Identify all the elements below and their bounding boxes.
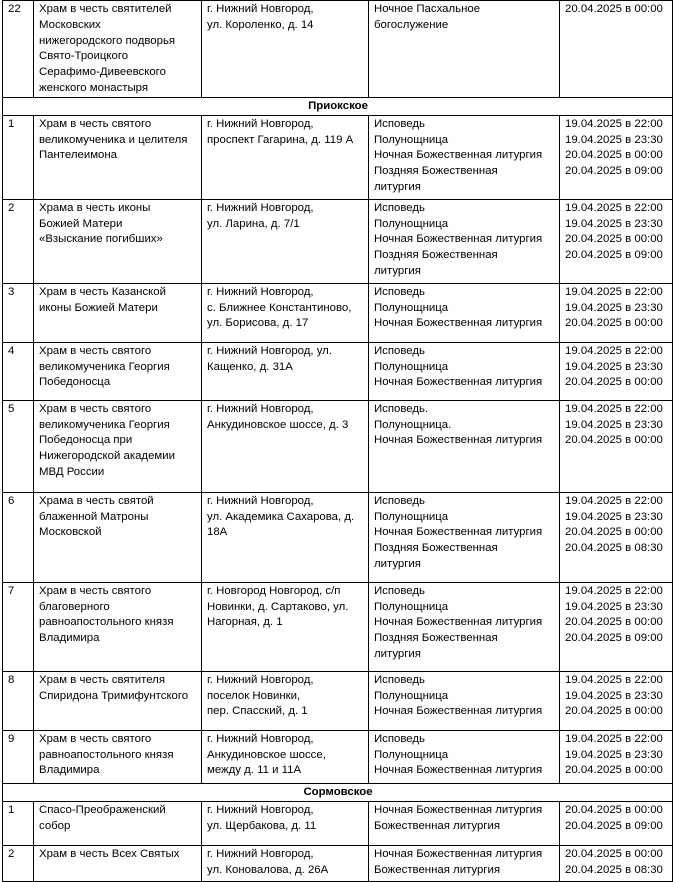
church-address: г. Нижний Новгород, проспект Гагарина, д. 119 А — [202, 115, 369, 199]
church-name: Спасо-Преображенский собор — [34, 801, 202, 845]
row-number: 5 — [3, 400, 34, 492]
church-name: Храма в честь иконы Божией Матери «Взыскание погибших» — [34, 199, 202, 283]
table-row — [3, 671, 673, 730]
service-list: Исповедь Полунощница Ночная Божественная литургия Поздняя Божественная литургия — [369, 199, 560, 283]
church-name: Храм в честь святителя Спиридона Тримифунтского — [34, 671, 202, 730]
service-times: 19.04.2025 в 22:00 19.04.2025 в 23:30 20.04.2025 в 00:00 — [560, 283, 673, 342]
church-address: г. Нижний Новгород, ул. Коновалова, д. 26А — [202, 845, 369, 881]
service-list: Исповедь Полунощница Ночная Божественная литургия Поздняя Божественная литургия — [369, 492, 560, 582]
service-list: Исповедь. Полунощница. Ночная Божественная литургия — [369, 400, 560, 492]
service-list: Исповедь Полунощница Ночная Божественная литургия — [369, 671, 560, 730]
church-name: Храм в честь Всех Святых — [34, 845, 202, 881]
service-list: Ночное Пасхальное богослужение — [369, 1, 560, 98]
church-name: Храм в честь святого великомученика Георгия Победоносца — [34, 342, 202, 400]
table-row — [3, 342, 673, 400]
row-number: 6 — [3, 492, 34, 582]
table-row — [3, 283, 673, 342]
service-times: 19.04.2025 в 22:00 19.04.2025 в 23:30 20.04.2025 в 00:00 20.04.2025 в 08:30 — [560, 492, 673, 582]
service-times: 20.04.2025 в 00:00 — [560, 1, 673, 98]
district-name: Приокское — [3, 97, 673, 115]
row-number: 9 — [3, 730, 34, 783]
church-name: Храм в честь святителей Московских нижегородского подворья Свято-Троицкого Серафимо-Дивеевского женского монастыря — [34, 1, 202, 98]
church-name: Храм в честь святого благоверного равноапостольного князя Владимира — [34, 582, 202, 671]
service-times: 19.04.2025 в 22:00 19.04.2025 в 23:30 20.04.2025 в 00:00 — [560, 342, 673, 400]
schedule-table — [2, 0, 673, 882]
district-header — [3, 97, 673, 115]
service-list: Исповедь Полунощница Ночная Божественная литургия Поздняя Божественная литургия — [369, 582, 560, 671]
service-times: 19.04.2025 в 22:00 19.04.2025 в 23:30 20.04.2025 в 00:00 — [560, 400, 673, 492]
church-address: г. Нижний Новгород, с. Ближнее Константиново, ул. Борисова, д. 17 — [202, 283, 369, 342]
church-address: г. Нижний Новгород, ул. Академика Сахарова, д. 18А — [202, 492, 369, 582]
service-times: 19.04.2025 в 22:00 19.04.2025 в 23:30 20.04.2025 в 00:00 20.04.2025 в 09:00 — [560, 115, 673, 199]
church-name: Храм в честь святого великомученика Георгия Победоносца при Нижегородской академии МВД России — [34, 400, 202, 492]
church-name: Храм в честь святого великомученика и целителя Пантелеимона — [34, 115, 202, 199]
service-list: Исповедь Полунощница Ночная Божественная литургия Поздняя Божественная литургия — [369, 115, 560, 199]
church-name: Храм в честь святого равноапостольного князя Владимира — [34, 730, 202, 783]
row-number: 3 — [3, 283, 34, 342]
service-times: 19.04.2025 в 22:00 19.04.2025 в 23:30 20.04.2025 в 00:00 20.04.2025 в 09:00 — [560, 582, 673, 671]
table-row — [3, 199, 673, 283]
table-row — [3, 845, 673, 881]
church-name: Храма в честь святой блаженной Матроны Московской — [34, 492, 202, 582]
table-row — [3, 492, 673, 582]
church-address: г. Нижний Новгород, ул. Кащенко, д. 31А — [202, 342, 369, 400]
table-row — [3, 801, 673, 845]
service-list: Исповедь Полунощница Ночная Божественная литургия — [369, 283, 560, 342]
schedule-body — [3, 1, 673, 882]
service-times: 20.04.2025 в 00:00 20.04.2025 в 08:30 — [560, 845, 673, 881]
service-times: 19.04.2025 в 22:00 19.04.2025 в 23:30 20.04.2025 в 00:00 — [560, 671, 673, 730]
service-list: Исповедь Полунощница Ночная Божественная литургия — [369, 730, 560, 783]
row-number: 1 — [3, 115, 34, 199]
service-list: Ночная Божественная литургия Божественная литургия — [369, 801, 560, 845]
church-name: Храм в честь Казанской иконы Божией Матери — [34, 283, 202, 342]
service-list: Ночная Божественная литургия Божественная литургия — [369, 845, 560, 881]
table-row — [3, 1, 673, 98]
church-address: г. Нижний Новгород, ул. Щербакова, д. 11 — [202, 801, 369, 845]
district-header — [3, 783, 673, 801]
service-times: 20.04.2025 в 00:00 20.04.2025 в 09:00 — [560, 801, 673, 845]
table-row — [3, 730, 673, 783]
table-row — [3, 582, 673, 671]
row-number: 8 — [3, 671, 34, 730]
service-times: 19.04.2025 в 22:00 19.04.2025 в 23:30 20.04.2025 в 00:00 — [560, 730, 673, 783]
service-list: Исповедь Полунощница Ночная Божественная литургия — [369, 342, 560, 400]
table-row — [3, 400, 673, 492]
church-address: г. Нижний Новгород, поселок Новинки, пер. Спасский, д. 1 — [202, 671, 369, 730]
row-number: 1 — [3, 801, 34, 845]
row-number: 7 — [3, 582, 34, 671]
row-number: 2 — [3, 845, 34, 881]
church-address: г. Нижний Новгород, Анкудиновское шоссе, между д. 11 и 11А — [202, 730, 369, 783]
church-address: г. Нижний Новгород, Анкудиновское шоссе, д. 3 — [202, 400, 369, 492]
service-times: 19.04.2025 в 22:00 19.04.2025 в 23:30 20.04.2025 в 00:00 20.04.2025 в 09:00 — [560, 199, 673, 283]
row-number: 2 — [3, 199, 34, 283]
table-row — [3, 115, 673, 199]
row-number: 22 — [3, 1, 34, 98]
row-number: 4 — [3, 342, 34, 400]
district-name: Сормовское — [3, 783, 673, 801]
church-address: г. Нижний Новгород, ул. Ларина, д. 7/1 — [202, 199, 369, 283]
church-address: г. Новгород Новгород, с/п Новинки, д. Сартаково, ул. Нагорная, д. 1 — [202, 582, 369, 671]
church-address: г. Нижний Новгород, ул. Короленко, д. 14 — [202, 1, 369, 98]
